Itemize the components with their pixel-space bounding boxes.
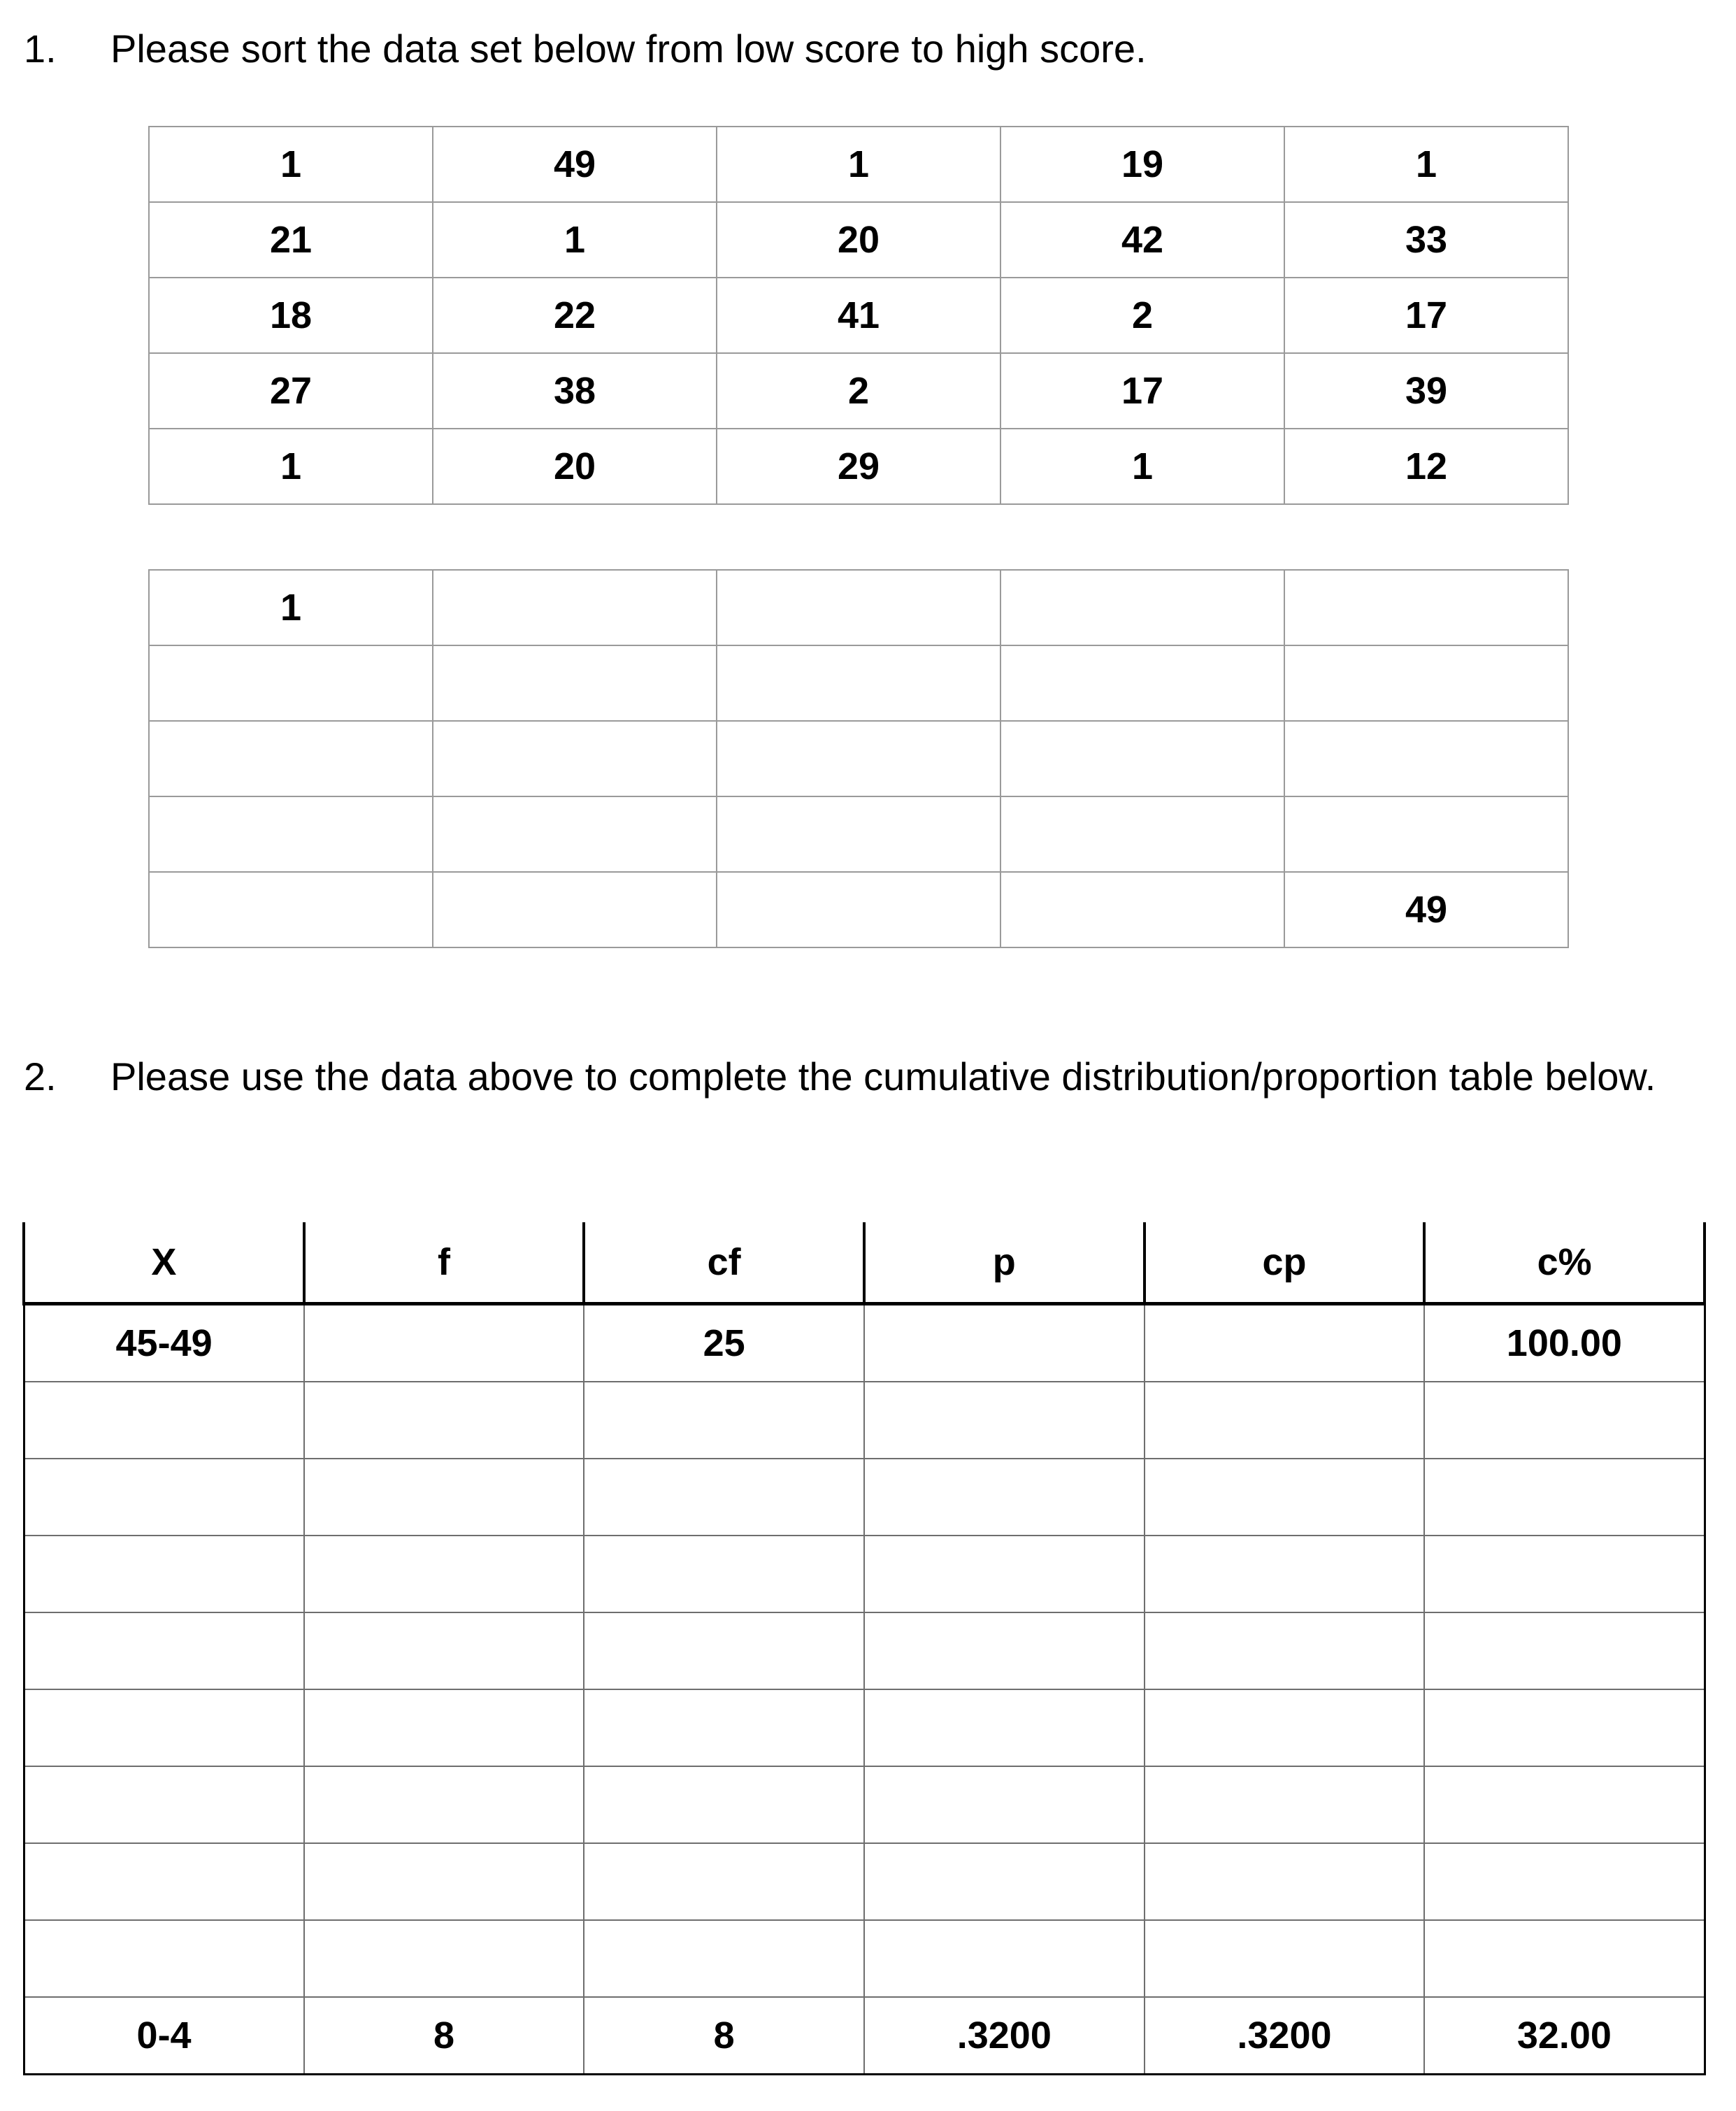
table-row [149, 796, 1568, 872]
distribution-cell: 8 [304, 1997, 584, 2075]
distribution-cell[interactable] [24, 1459, 304, 1536]
sorted-cell[interactable] [1000, 872, 1284, 947]
sorted-cell[interactable] [433, 872, 717, 947]
sorted-cell[interactable] [717, 570, 1000, 645]
sorted-cell[interactable] [1000, 570, 1284, 645]
distribution-cell[interactable] [584, 1920, 864, 1997]
sorted-cell[interactable] [1000, 645, 1284, 721]
table-row [24, 1536, 1705, 1612]
data-cell: 1 [1284, 127, 1568, 202]
distribution-cell[interactable] [1424, 1766, 1705, 1843]
data-cell: 2 [1000, 278, 1284, 353]
distribution-cell[interactable] [1424, 1382, 1705, 1459]
sorted-cell[interactable] [433, 645, 717, 721]
table-row [149, 570, 1568, 645]
distribution-cell: 100.00 [1424, 1304, 1705, 1382]
table-row [149, 872, 1568, 947]
distribution-cell[interactable] [24, 1689, 304, 1766]
distribution-cell: .3200 [864, 1997, 1145, 2075]
distribution-cell[interactable] [584, 1536, 864, 1612]
column-header: p [864, 1222, 1145, 1304]
question-text: Please sort the data set below from low score to high score. [110, 27, 1147, 71]
data-cell: 39 [1284, 353, 1568, 429]
distribution-cell: .3200 [1145, 1997, 1425, 2075]
distribution-cell[interactable] [1424, 1612, 1705, 1689]
distribution-cell[interactable] [864, 1382, 1145, 1459]
distribution-cell[interactable] [24, 1843, 304, 1920]
data-cell: 17 [1000, 353, 1284, 429]
column-header: f [304, 1222, 584, 1304]
table-row [149, 429, 1568, 504]
sorted-cell[interactable] [717, 796, 1000, 872]
distribution-cell[interactable] [864, 1612, 1145, 1689]
column-header: cp [1145, 1222, 1425, 1304]
distribution-cell[interactable] [304, 1843, 584, 1920]
distribution-cell[interactable] [584, 1459, 864, 1536]
sorted-cell[interactable] [433, 721, 717, 796]
cumulative-distribution-table [22, 1222, 1706, 2075]
data-cell: 42 [1000, 202, 1284, 278]
distribution-cell[interactable] [1145, 1920, 1425, 1997]
distribution-cell[interactable] [864, 1689, 1145, 1766]
data-cell: 17 [1284, 278, 1568, 353]
sorted-cell[interactable] [149, 796, 433, 872]
sorted-cell[interactable] [717, 872, 1000, 947]
column-header: X [24, 1222, 304, 1304]
table-row [149, 721, 1568, 796]
distribution-cell: 45-49 [24, 1304, 304, 1382]
table-row [149, 645, 1568, 721]
distribution-cell: 8 [584, 1997, 864, 2075]
distribution-cell[interactable] [304, 1304, 584, 1382]
data-cell: 20 [433, 429, 717, 504]
data-cell: 33 [1284, 202, 1568, 278]
table-row [24, 1843, 1705, 1920]
distribution-cell[interactable] [1145, 1459, 1425, 1536]
sorted-cell: 49 [1284, 872, 1568, 947]
data-cell: 41 [717, 278, 1000, 353]
distribution-cell[interactable] [864, 1920, 1145, 1997]
question-number: 2. [24, 1054, 57, 1099]
distribution-cell[interactable] [1145, 1304, 1425, 1382]
data-cell: 1 [433, 202, 717, 278]
distribution-cell[interactable] [1424, 1536, 1705, 1612]
sorted-cell[interactable] [717, 721, 1000, 796]
data-cell: 18 [149, 278, 433, 353]
data-cell: 1 [717, 127, 1000, 202]
distribution-cell[interactable] [1145, 1536, 1425, 1612]
data-cell: 49 [433, 127, 717, 202]
sorted-cell[interactable] [149, 721, 433, 796]
header-row [24, 1222, 1705, 1304]
question-number: 1. [24, 27, 57, 71]
data-cell: 29 [717, 429, 1000, 504]
sorted-cell[interactable] [1000, 796, 1284, 872]
data-set-table [148, 126, 1569, 505]
table-row [24, 1612, 1705, 1689]
table-row [149, 202, 1568, 278]
distribution-cell[interactable] [584, 1689, 864, 1766]
table-row [24, 1304, 1705, 1382]
sorted-cell[interactable] [1284, 645, 1568, 721]
data-cell: 21 [149, 202, 433, 278]
distribution-cell[interactable] [864, 1843, 1145, 1920]
data-cell: 38 [433, 353, 717, 429]
sorted-cell[interactable] [717, 645, 1000, 721]
distribution-cell[interactable] [304, 1766, 584, 1843]
sorted-cell[interactable] [149, 872, 433, 947]
sorted-cell[interactable] [1000, 721, 1284, 796]
question-text: Please use the data above to complete the cumulative distribution/proportion table below. [110, 1054, 1656, 1099]
distribution-cell: 25 [584, 1304, 864, 1382]
data-cell: 1 [149, 429, 433, 504]
distribution-cell[interactable] [24, 1382, 304, 1459]
distribution-cell[interactable] [1424, 1843, 1705, 1920]
distribution-cell[interactable] [864, 1304, 1145, 1382]
data-cell: 12 [1284, 429, 1568, 504]
distribution-cell[interactable] [1145, 1382, 1425, 1459]
sorted-cell: 1 [149, 570, 433, 645]
distribution-cell[interactable] [24, 1766, 304, 1843]
sorted-data-table [148, 569, 1569, 948]
data-cell: 19 [1000, 127, 1284, 202]
distribution-cell[interactable] [1145, 1766, 1425, 1843]
data-cell: 2 [717, 353, 1000, 429]
distribution-cell[interactable] [304, 1612, 584, 1689]
table-row [24, 1459, 1705, 1536]
distribution-cell[interactable] [304, 1689, 584, 1766]
sorted-cell[interactable] [433, 570, 717, 645]
distribution-cell[interactable] [1145, 1843, 1425, 1920]
distribution-cell[interactable] [1145, 1689, 1425, 1766]
distribution-cell[interactable] [1424, 1920, 1705, 1997]
table-row [24, 1689, 1705, 1766]
sorted-cell[interactable] [149, 645, 433, 721]
table-row [24, 1920, 1705, 1997]
distribution-cell[interactable] [1424, 1459, 1705, 1536]
sorted-cell[interactable] [433, 796, 717, 872]
data-cell: 22 [433, 278, 717, 353]
data-cell: 1 [149, 127, 433, 202]
distribution-cell: 32.00 [1424, 1997, 1705, 2075]
distribution-cell[interactable] [864, 1459, 1145, 1536]
data-cell: 20 [717, 202, 1000, 278]
distribution-cell[interactable] [864, 1536, 1145, 1612]
distribution-cell[interactable] [304, 1536, 584, 1612]
distribution-cell[interactable] [24, 1612, 304, 1689]
data-cell: 1 [1000, 429, 1284, 504]
distribution-cell[interactable] [304, 1920, 584, 1997]
distribution-cell: 0-4 [24, 1997, 304, 2075]
table-row [24, 1766, 1705, 1843]
column-header: cf [584, 1222, 864, 1304]
table-row [149, 278, 1568, 353]
distribution-cell[interactable] [304, 1382, 584, 1459]
column-header: c% [1424, 1222, 1705, 1304]
table-row [149, 127, 1568, 202]
table-row [24, 1997, 1705, 2075]
sorted-cell[interactable] [1284, 721, 1568, 796]
table-row [24, 1382, 1705, 1459]
distribution-cell[interactable] [24, 1536, 304, 1612]
data-cell: 27 [149, 353, 433, 429]
sorted-cell[interactable] [1284, 796, 1568, 872]
distribution-cell[interactable] [1145, 1612, 1425, 1689]
distribution-cell[interactable] [864, 1766, 1145, 1843]
distribution-cell[interactable] [304, 1459, 584, 1536]
distribution-cell[interactable] [584, 1766, 864, 1843]
distribution-cell[interactable] [1424, 1689, 1705, 1766]
distribution-cell[interactable] [584, 1612, 864, 1689]
sorted-cell[interactable] [1284, 570, 1568, 645]
distribution-cell[interactable] [584, 1382, 864, 1459]
table-row [149, 353, 1568, 429]
distribution-cell[interactable] [584, 1843, 864, 1920]
distribution-cell[interactable] [24, 1920, 304, 1997]
